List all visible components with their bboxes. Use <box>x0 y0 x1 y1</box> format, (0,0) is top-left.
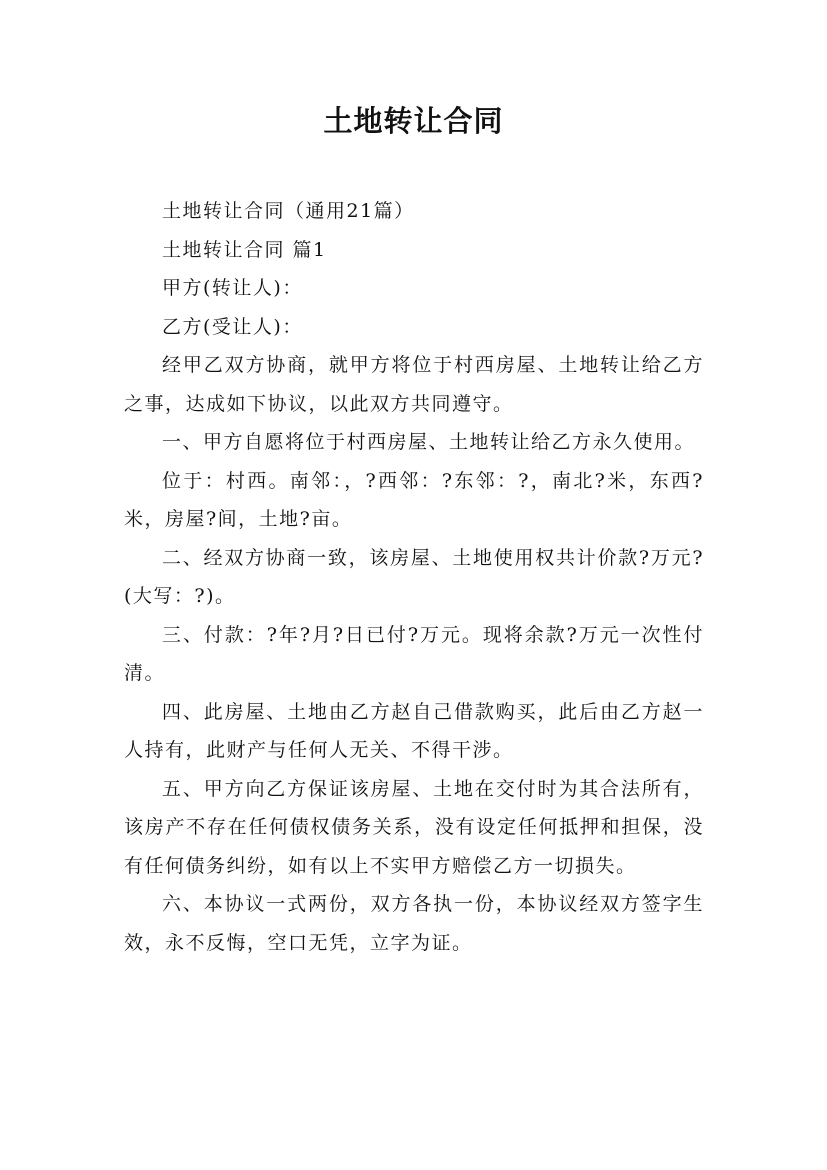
party-a-line: 甲方(转让人)： <box>162 277 303 299</box>
document-body <box>124 192 704 962</box>
clause-4: 四、此房屋、土地由乙方赵自己借款购买，此后由乙方赵一人持有，此财产与任何人无关、不得干涉。 <box>124 700 704 761</box>
clause-2: 二、经双方协商一致，该房屋、土地使用权共计价款?万元?(大写：?)。 <box>124 546 704 607</box>
clause-3: 三、付款：?年?月?日已付?万元。现将余款?万元一次性付清。 <box>124 623 704 684</box>
clause-6: 六、本协议一式两份，双方各执一份，本协议经双方签字生效，永不反悔，空口无凭，立字为证。 <box>124 893 704 954</box>
clause-1: 一、甲方自愿将位于村西房屋、土地转让给乙方永久使用。 <box>162 431 696 453</box>
section-heading: 土地转让合同 篇1 <box>162 238 327 261</box>
party-b-line: 乙方(受让人)： <box>162 315 303 338</box>
clause-5: 五、甲方向乙方保证该房屋、土地在交付时为其合法所有，该房产不存在任何债权债务关系，没有设定任何抵押和担保，没有任何债务纠纷，如有以上不实甲方赔偿乙方一切损失。 <box>124 777 704 877</box>
location-paragraph: 位于：村西。南邻：，?西邻：?东邻：?，南北?米，东西?米，房屋?间，土地?亩。 <box>124 469 704 530</box>
subtitle-paragraph: 土地转让合同（通用21篇） <box>162 200 415 222</box>
preamble-paragraph: 经甲乙双方协商，就甲方将位于村西房屋、土地转让给乙方之事，达成如下协议，以此双方共同遵守。 <box>124 354 704 415</box>
document-title: 土地转让合同 <box>323 104 504 138</box>
